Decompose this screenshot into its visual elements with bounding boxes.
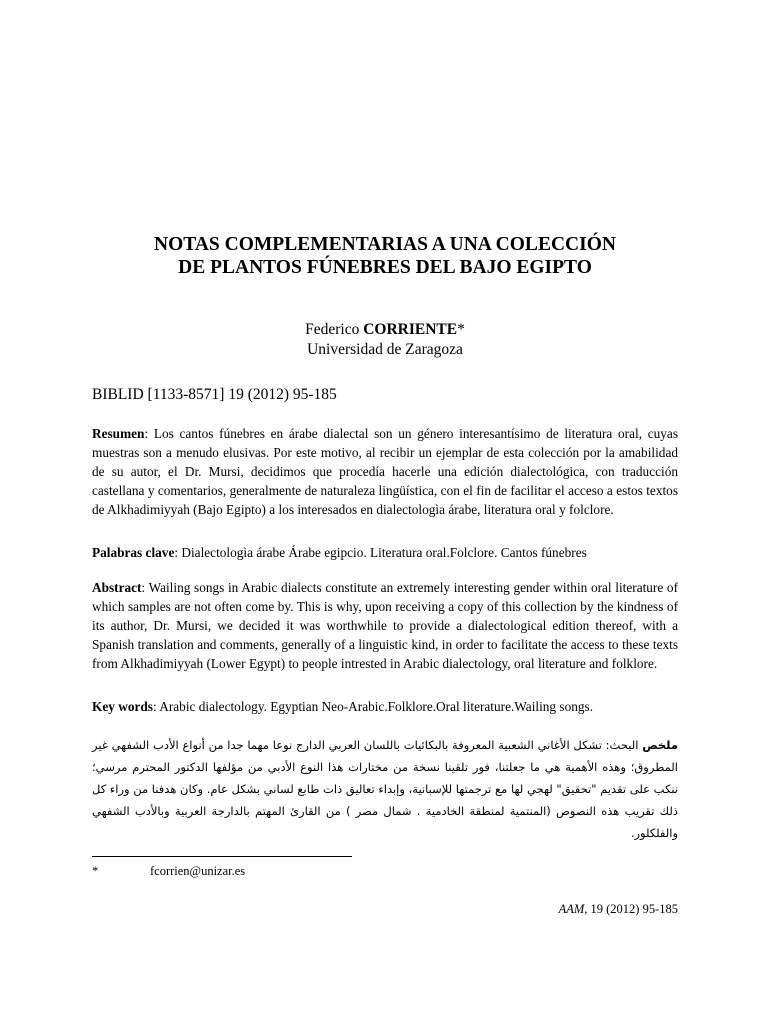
title-line-1: NOTAS COMPLEMENTARIAS A UNA COLECCIÓN (154, 234, 616, 255)
biblid-line: BIBLID [1133-8571] 19 (2012) 95-185 (92, 386, 337, 403)
paper-page (92, 0, 678, 1024)
arabic-summary-paragraph (92, 734, 678, 844)
author-surname: CORRIENTE (363, 321, 458, 338)
abstract-paragraph (92, 578, 678, 673)
journal-name: AAM (558, 902, 585, 916)
resumen-paragraph (92, 424, 678, 519)
arabic-summary-text: البحث: تشكل الأغاني الشعبية المعروفة بالبكائيات باللسان العربي الدارج نوعا مهما جدا من أنواع الأدب الشفهي غير المطروق؛ وهذه الأهمية هي ما جعلتنا، فور تلقينا نسخة من مختارات هذا النوع الأدبي من مؤلفها الدكتور المحترم مرسي؛ ننكب على تقديم "تحقيق" لهجي لها مع ترجمتها للإسبانية، وإبداء تعاليق ذات طابع لساني بشكل عام. وكان هدفنا من وراء كل ذلك تقريب هذه النصوص (المنتمية لمنطقة الخادمية . شمال مصر ) من القارئ المهتم بالدارجة العربية وبالأدب الشفهي والفلكلور. (92, 738, 678, 840)
palabras-clave-label: Palabras clave (92, 545, 175, 560)
article-title (92, 233, 678, 279)
footnote-email[interactable]: fcorrien@unizar.es (150, 864, 246, 878)
abstract-text: : Wailing songs in Arabic dialects constitute an extremely interesting gender within oral literature of which samples are not often come by. This is why, upon receiving a copy of this collection by the kindness of its author, Dr. Mursi, we decided it was worthwhile to provide a dialectological edition thereof, with a Spanish translation and comments, generally of a linguistic kind, in order to facilitate the access to these texts from Alkhadimiyyah (Lower Egypt) to people intrested in Arabic dialectology, oral literature and folklore. (92, 580, 678, 671)
author-name (92, 320, 678, 340)
author-affiliation: Universidad de Zaragoza (307, 341, 463, 358)
title-line-2: DE PLANTOS FÚNEBRES DEL BAJO EGIPTO (178, 257, 592, 278)
author-block (92, 320, 678, 360)
palabras-clave-paragraph (92, 543, 678, 562)
resumen-label: Resumen (92, 426, 145, 441)
arabic-summary-label: ملخص (642, 738, 678, 752)
resumen-text: : Los cantos fúnebres en árabe dialectal son un género interesantísimo de literatura oral, cuyas muestras son a menudo elusivas. Por este motivo, al recibir un ejemplar de esta colección por la amabilidad de su autor, el Dr. Mursi, decidimos que procedía hacerle una edición dialectológica, con traducción castellana y comentarios, generalmente de naturaleza lingüística, con el fin de facilitar el acceso a estos textos de Alkhadimiyyah (Bajo Egipto) a los interesados en dialectologìa árabe, literatura oral y folclore. (92, 426, 678, 517)
footnote-marker: * (92, 864, 99, 878)
footnote (92, 864, 245, 879)
palabras-clave-text: : Dialectologìa árabe Árabe egipcio. Literatura oral.Folclore. Cantos fúnebres (174, 545, 587, 560)
journal-citation (559, 902, 678, 917)
key-words-paragraph (92, 697, 678, 716)
author-given-name: Federico (305, 321, 360, 338)
author-footnote-marker: * (457, 321, 465, 338)
abstract-label: Abstract (92, 580, 142, 595)
key-words-label: Key words (92, 699, 153, 714)
footnote-divider (92, 856, 352, 857)
key-words-text: : Arabic dialectology. Egyptian Neo-Arabic.Folklore.Oral literature.Wailing songs. (152, 699, 594, 714)
journal-volume-pages: , 19 (2012) 95-185 (584, 902, 678, 916)
